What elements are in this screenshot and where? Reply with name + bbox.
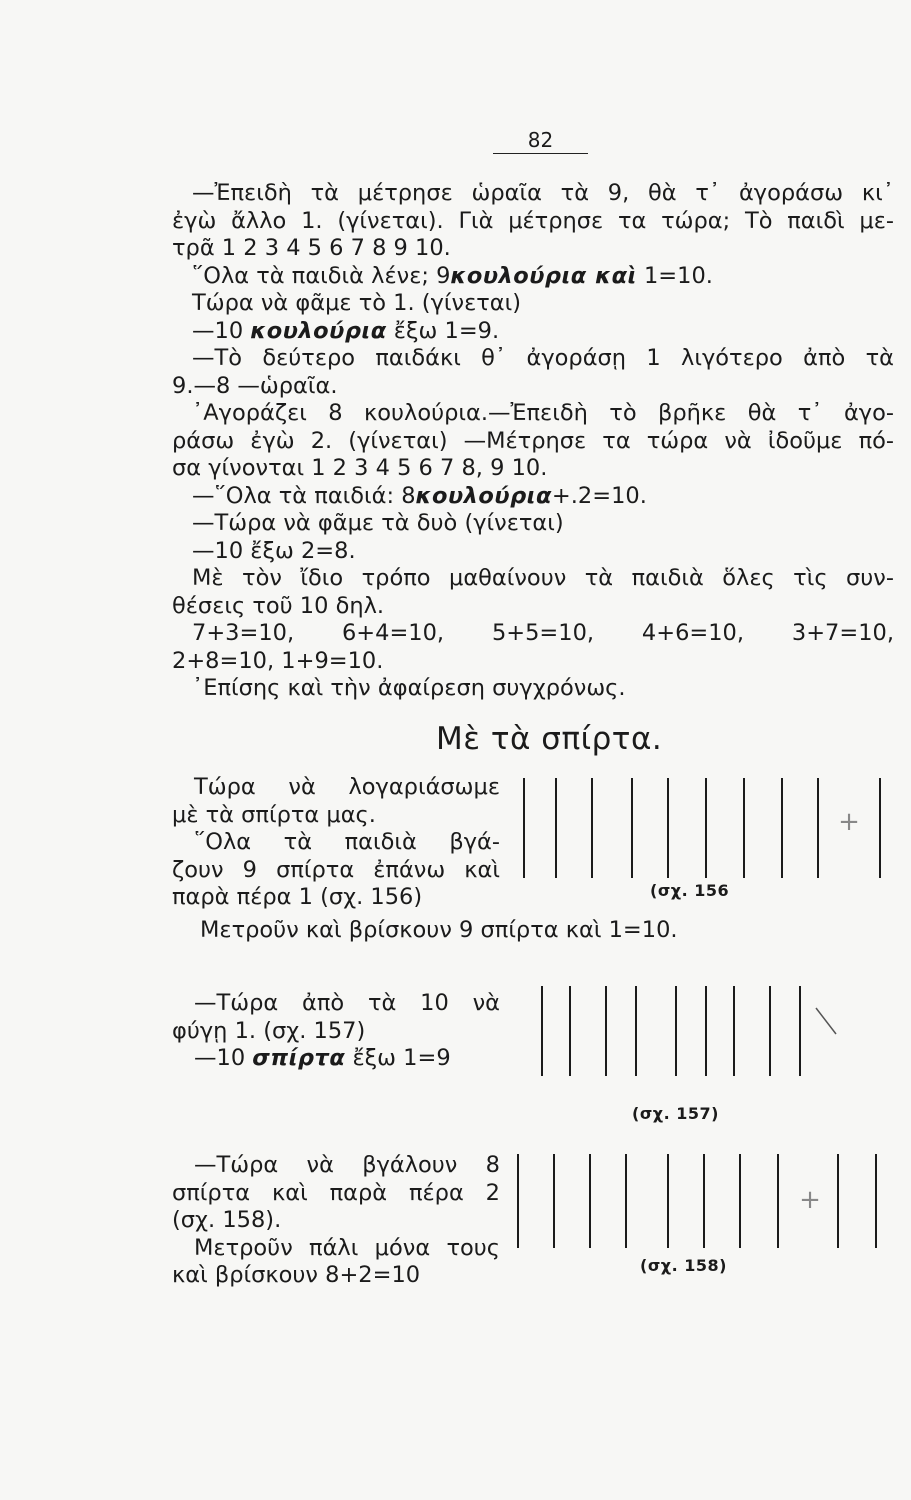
- text-span: +.2=10.: [551, 482, 647, 509]
- text-line: Τώρα νὰ λογαριάσωμε: [194, 774, 500, 800]
- text-line: 7+3=10, 6+4=10, 5+5=10, 4+6=10, 3+7=10,: [192, 620, 894, 646]
- text-line: θέσεις τοῦ 10 δηλ.: [172, 592, 385, 619]
- match-group: [542, 986, 800, 1076]
- figure-caption-157: (σχ. 157): [632, 1104, 719, 1123]
- text-line: ῞Ολα τὰ παιδιὰ βγά-: [194, 829, 500, 855]
- match-group: [518, 1154, 876, 1248]
- text-line: μὲ τὰ σπίρτα μας.: [172, 801, 376, 828]
- text-line-156-summary: [200, 917, 800, 945]
- text-line: ἐγὼ ἄλλο 1. (γίνεται). Γιὰ μέτρησε τα τώρα; Τὸ παιδὶ με-: [172, 207, 894, 234]
- text-span: 1=10.: [636, 262, 713, 289]
- text-line: φύγῃ 1. (σχ. 157): [172, 1017, 366, 1044]
- figure-caption-156: (σχ. 156: [650, 881, 730, 900]
- text-block-156: [172, 774, 500, 912]
- text-line: καὶ βρίσκουν 8+2=10: [172, 1262, 421, 1288]
- text-line: 9.—8 —ὡραῖα.: [172, 372, 338, 399]
- text-line: [172, 263, 894, 291]
- text-line: [172, 483, 894, 511]
- text-line: ράσω ἐγὼ 2. (γίνεται) —Μέτρησε τα τώρα νὰ ἰδοῦμε πό-: [172, 427, 894, 454]
- text-line: [172, 318, 894, 346]
- section-heading: Μὲ τὰ σπίρτα.: [436, 721, 663, 757]
- text-span: —῞Ολα τὰ παιδιά: 8: [192, 482, 416, 509]
- emphasis-span: κουλούρια: [415, 482, 552, 509]
- text-line: [172, 1045, 500, 1073]
- text-span: —10: [194, 1045, 253, 1071]
- text-line: τρᾶ 1 2 3 4 5 6 7 8 9 10.: [172, 235, 451, 261]
- text-span: ἔξω 1=9.: [386, 317, 500, 344]
- figure-156-matches: [510, 774, 890, 882]
- text-line: —Ἐπειδὴ τὰ μέτρησε ὡραῖα τὰ 9, θὰ τ᾽ ἀγοράσω κι᾽: [192, 180, 894, 206]
- text-line: 2+8=10, 1+9=10.: [172, 647, 384, 674]
- leaning-match: [816, 1008, 836, 1034]
- text-block-157: [172, 990, 500, 1073]
- text-line: ζουν 9 σπίρτα ἐπάνω καὶ: [172, 856, 500, 883]
- text-line: —Τώρα νὰ φᾶμε τὰ δυὸ (γίνεται): [192, 510, 564, 536]
- text-line: Μὲ τὸν ἴδιο τρόπο μαθαίνουν τὰ παιδιὰ ὅλες τὶς συν-: [192, 565, 894, 591]
- emphasis-span: σπίρτα: [252, 1045, 346, 1071]
- text-line: Τώρα νὰ φᾶμε τὸ 1. (γίνεται): [192, 290, 521, 316]
- text-span: ἔξω 1=9: [345, 1045, 451, 1071]
- text-line: ᾽Επίσης καὶ τὴν ἀφαίρεση συγχρόνως.: [192, 675, 626, 701]
- match-group: [524, 778, 880, 878]
- figure-157-matches: [530, 982, 860, 1080]
- page-number: 82: [493, 128, 588, 154]
- text-span: ῞Ολα τὰ παιδιὰ λένε; 9: [192, 262, 451, 289]
- text-line: —Τώρα ἀπὸ τὰ 10 νὰ: [194, 990, 500, 1016]
- text-block-158: [172, 1152, 500, 1290]
- text-line: σπίρτα καὶ παρὰ πέρα 2: [172, 1179, 500, 1206]
- figure-158-matches: [508, 1150, 890, 1252]
- body-text: [172, 180, 894, 703]
- text-line: —Τὸ δεύτερο παιδάκι θ᾽ ἀγοράσῃ 1 λιγότερο ἀπὸ τὰ: [192, 345, 894, 371]
- emphasis-span: κουλούρια καὶ: [450, 262, 637, 289]
- text-line: ᾽Αγοράζει 8 κουλούρια.—Ἐπειδὴ τὸ βρῆκε θὰ τ᾽ ἀγο-: [192, 400, 894, 426]
- plus-sign: +: [799, 1185, 821, 1215]
- text-span: —10: [192, 317, 251, 344]
- emphasis-span: κουλούρια: [250, 317, 387, 344]
- text-line: Μετροῦν καὶ βρίσκουν 9 σπίρτα καὶ 1=10.: [200, 917, 678, 943]
- text-line: (σχ. 158).: [172, 1207, 282, 1233]
- text-line: Μετροῦν πάλι μόνα τους: [194, 1234, 500, 1261]
- text-line: —Τώρα νὰ βγάλουν 8: [194, 1152, 500, 1178]
- text-line: σα γίνονται 1 2 3 4 5 6 7 8, 9 10.: [172, 455, 548, 481]
- text-line: —10 ἔξω 2=8.: [192, 537, 356, 564]
- figure-caption-158: (σχ. 158): [640, 1256, 727, 1275]
- text-line: παρὰ πέρα 1 (σχ. 156): [172, 884, 423, 910]
- plus-sign: +: [838, 807, 860, 837]
